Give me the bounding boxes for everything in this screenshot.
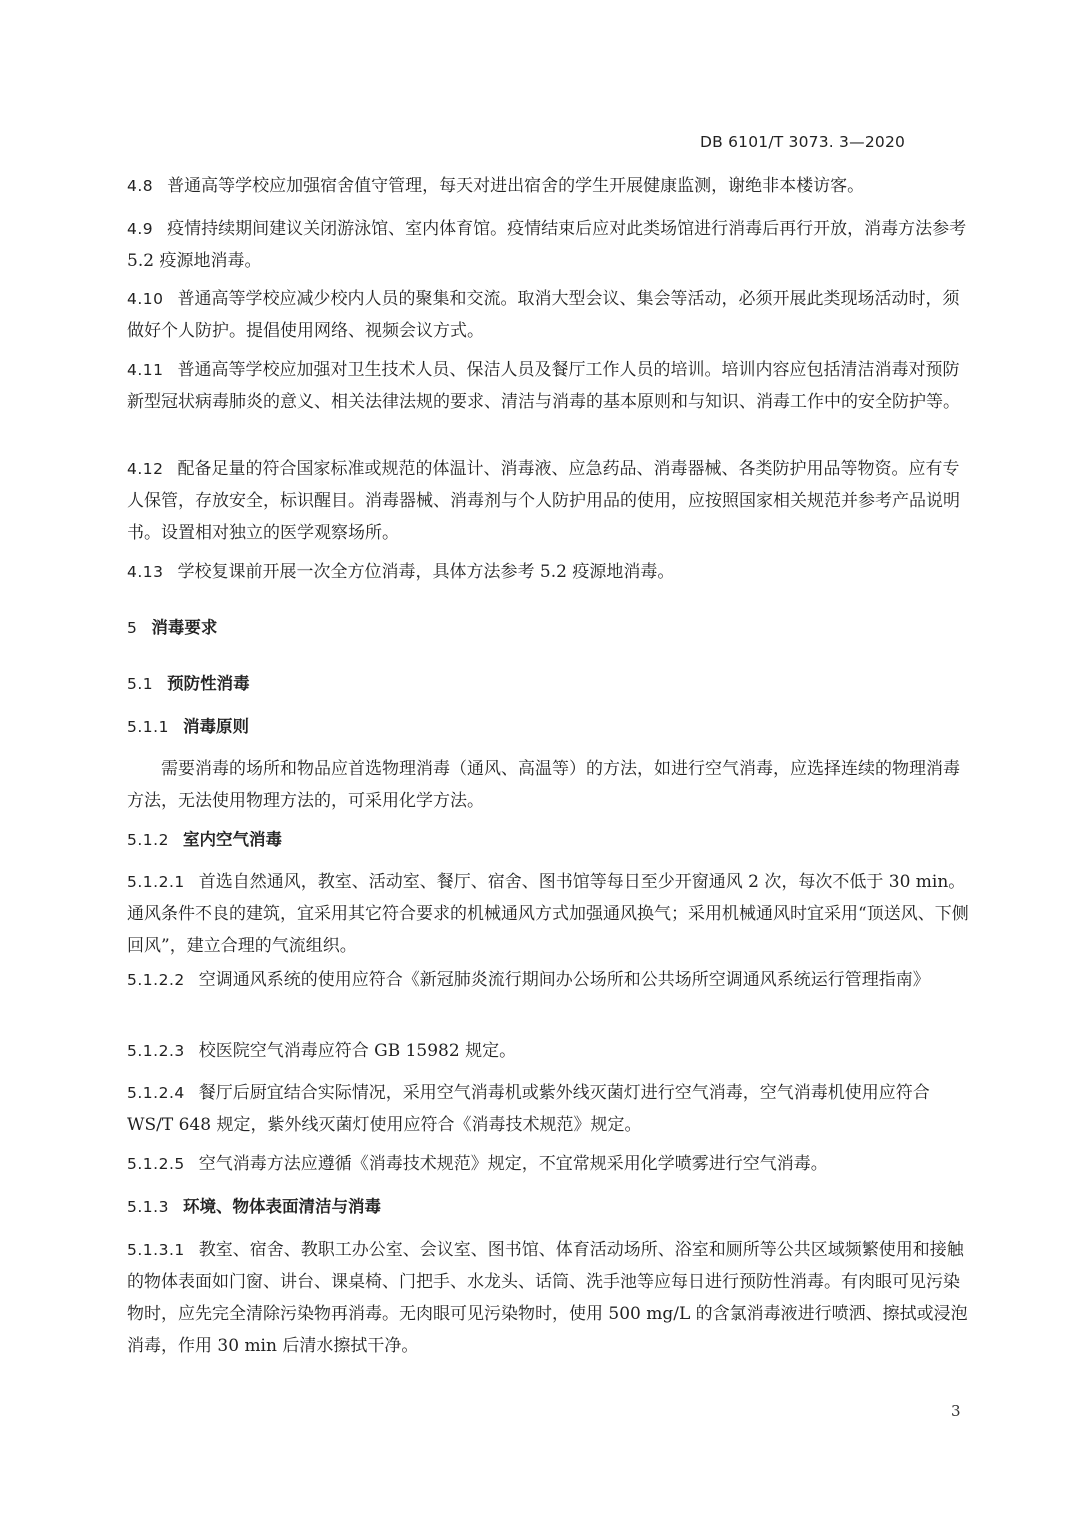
section-number: 5.1.2 [127, 831, 169, 849]
clause-number: 4.12 [127, 460, 164, 478]
clause-5-1-2-4 [127, 1077, 975, 1141]
clause-text: 首选自然通风，教室、活动室、餐厅、宿舍、图书馆等每日至少开窗通风 2 次，每次不低于 30 min。通风条件不良的建筑，宜采用其它符合要求的机械通风方式加强通风换气；采用机械通风时宜采用“顶送风、下侧回风”，建立合理的气流组织。 [127, 872, 969, 956]
section-5-1-2-heading [127, 824, 975, 856]
clause-number: 4.9 [127, 220, 154, 238]
clause-number: 5.1.2.4 [127, 1084, 185, 1102]
clause-number: 5.1.2.5 [127, 1155, 185, 1173]
clause-text: 校医院空气消毒应符合 GB 15982 规定。 [198, 1041, 517, 1061]
clause-number: 4.11 [127, 361, 164, 379]
clause-4-11 [127, 354, 975, 418]
clause-text: 普通高等学校应加强对卫生技术人员、保洁人员及餐厅工作人员的培训。培训内容应包括清洁消毒对预防新型冠状病毒肺炎的意义、相关法律法规的要求、清洁与消毒的基本原则和与知识、消毒工作中的安全防护等。 [127, 360, 960, 412]
section-5-1-3-heading [127, 1191, 975, 1223]
clause-number: 5.1.2.3 [127, 1042, 185, 1060]
clause-text: 配备足量的符合国家标准或规范的体温计、消毒液、应急药品、消毒器械、各类防护用品等物资。应有专人保管，存放安全，标识醒目。消毒器械、消毒剂与个人防护用品的使用，应按照国家相关规范并参考产品说明书。设置相对独立的医学观察场所。 [127, 459, 960, 543]
clause-number: 5.1.2.1 [127, 873, 185, 891]
clause-5-1-2-1 [127, 866, 975, 962]
section-number: 5 [127, 619, 138, 637]
clause-5-1-3-1 [127, 1234, 975, 1362]
section-5-heading [127, 612, 975, 644]
document-code: DB 6101/T 3073. 3—2020 [700, 133, 906, 151]
clause-text: 空调通风系统的使用应符合《新冠肺炎流行期间办公场所和公共场所空调通风系统运行管理指南》 [198, 970, 930, 990]
section-5-1-heading [127, 668, 975, 700]
clause-number: 5.1.2.2 [127, 971, 185, 989]
section-number: 5.1.3 [127, 1198, 169, 1216]
clause-number: 4.8 [127, 177, 154, 195]
section-title: 室内空气消毒 [182, 830, 282, 849]
clause-text: 餐厅后厨宜结合实际情况，采用空气消毒机或紫外线灭菌灯进行空气消毒，空气消毒机使用应符合 WS/T 648 规定，紫外线灭菌灯使用应符合《消毒技术规范》规定。 [127, 1083, 930, 1135]
clause-4-9 [127, 213, 975, 277]
clause-text: 普通高等学校应减少校内人员的聚集和交流。取消大型会议、集会等活动，必须开展此类现场活动时，须做好个人防护。提倡使用网络、视频会议方式。 [127, 289, 960, 341]
clause-text: 疫情持续期间建议关闭游泳馆、室内体育馆。疫情结束后应对此类场馆进行消毒后再行开放，消毒方法参考 5.2 疫源地消毒。 [127, 219, 967, 271]
section-title: 消毒原则 [182, 717, 249, 736]
section-5-1-1-paragraph: 需要消毒的场所和物品应首选物理消毒（通风、高温等）的方法，如进行空气消毒，应选择连续的物理消毒方法，无法使用物理方法的，可采用化学方法。 [127, 759, 960, 811]
clause-number: 5.1.3.1 [127, 1241, 185, 1259]
clause-4-12 [127, 453, 975, 549]
clause-number: 4.10 [127, 290, 164, 308]
section-number: 5.1.1 [127, 718, 169, 736]
clause-4-8 [127, 170, 975, 202]
section-title: 预防性消毒 [167, 674, 250, 693]
clause-number: 4.13 [127, 563, 164, 581]
clause-4-10 [127, 283, 975, 347]
clause-5-1-2-2 [127, 964, 975, 996]
section-title: 消毒要求 [151, 618, 218, 637]
clause-text: 教室、宿舍、教职工办公室、会议室、图书馆、体育活动场所、浴室和厕所等公共区域频繁使用和接触的物体表面如门窗、讲台、课桌椅、门把手、水龙头、话筒、洗手池等应每日进行预防性消毒。有肉眼可见污染物时，应先完全清除污染物再消毒。无肉眼可见污染物时，使用 500 mg/L 的含氯消毒液进行喷洒、擦拭或浸泡消毒，作用 30 min 后清水擦拭干净。 [127, 1240, 968, 1356]
section-title: 环境、物体表面清洁与消毒 [182, 1197, 381, 1216]
clause-4-13 [127, 556, 975, 588]
section-number: 5.1 [127, 675, 154, 693]
page-number: 3 [951, 1402, 961, 1420]
clause-text: 学校复课前开展一次全方位消毒，具体方法参考 5.2 疫源地消毒。 [177, 562, 675, 582]
section-5-1-1-heading [127, 711, 975, 743]
clause-text: 空气消毒方法应遵循《消毒技术规范》规定，不宜常规采用化学喷雾进行空气消毒。 [198, 1154, 828, 1174]
clause-5-1-2-5 [127, 1148, 975, 1180]
clause-5-1-2-3 [127, 1035, 975, 1067]
clause-text: 普通高等学校应加强宿舍值守管理，每天对进出宿舍的学生开展健康监测，谢绝非本楼访客。 [167, 176, 865, 196]
